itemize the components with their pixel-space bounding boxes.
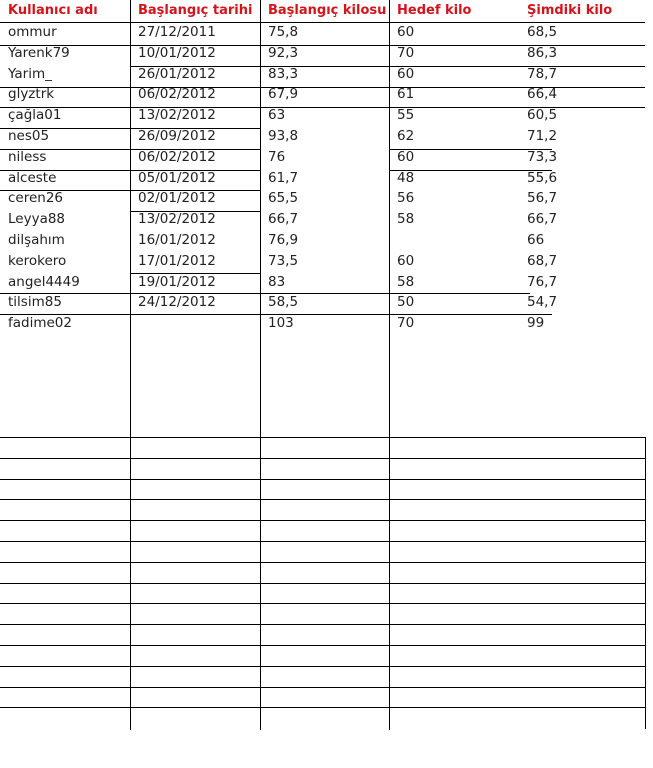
- empty-row-divider: [0, 541, 645, 542]
- empty-row-divider: [0, 707, 645, 708]
- col-start-weight-cell: 67,9: [268, 86, 299, 103]
- col-target-weight-cell: 60: [397, 252, 415, 269]
- col-current-weight-cell: 99: [527, 315, 545, 332]
- col-start-date-cell: 06/02/2012: [138, 148, 216, 165]
- col-start-date-cell: 13/02/2012: [138, 107, 216, 124]
- col-start-weight-cell: 92,3: [268, 44, 299, 61]
- col-username-cell: nes05: [8, 128, 50, 144]
- col-current-weight-cell: 66,4: [527, 86, 558, 103]
- column-divider: [389, 0, 390, 730]
- empty-row-divider: [0, 666, 645, 667]
- col-username-cell: tilsim85: [8, 294, 62, 311]
- col-target-weight-cell: 55: [397, 107, 415, 124]
- col-start-weight-cell: 83,3: [268, 65, 299, 82]
- col-start-weight-cell: 58,5: [268, 294, 299, 311]
- header-col-start-weight: Başlangıç kilosu: [268, 3, 387, 18]
- header-col-current-weight: Şimdiki kilo: [527, 3, 613, 18]
- table-right-border: [645, 437, 646, 729]
- empty-row-divider: [0, 583, 645, 584]
- col-start-weight-cell: 66,7: [268, 211, 299, 228]
- column-divider: [260, 0, 261, 730]
- col-target-weight-cell: 61: [397, 86, 415, 103]
- col-username-cell: ceren26: [8, 190, 64, 207]
- col-current-weight-cell: 60,5: [527, 107, 558, 124]
- col-username-cell: niless: [8, 148, 47, 165]
- col-start-date-cell: 10/01/2012: [138, 44, 216, 61]
- header-divider: [0, 22, 645, 23]
- col-current-weight-cell: 54,7: [527, 294, 558, 311]
- col-target-weight-cell: 70: [397, 315, 415, 332]
- col-start-weight-cell: 76: [268, 148, 286, 165]
- col-start-date-cell: 26/09/2012: [138, 128, 216, 144]
- col-current-weight-cell: 56,7: [527, 190, 558, 207]
- col-start-date-cell: 05/01/2012: [138, 169, 216, 186]
- col-start-date-cell: 02/01/2012: [138, 190, 216, 207]
- col-current-weight-cell: 68,7: [527, 252, 558, 269]
- col-username-cell: angel4449: [8, 273, 80, 290]
- col-current-weight-cell: 76,7: [527, 273, 558, 290]
- col-username-cell: dilşahım: [8, 232, 65, 248]
- col-current-weight-cell: 78,7: [527, 65, 558, 82]
- col-start-date-cell: 06/02/2012: [138, 86, 216, 103]
- col-target-weight-cell: 58: [397, 273, 415, 290]
- col-target-weight-cell: 70: [397, 44, 415, 61]
- col-username-cell: Yarenk79: [8, 44, 70, 61]
- col-start-weight-cell: 76,9: [268, 232, 299, 248]
- header-col-target-weight: Hedef kilo: [397, 3, 472, 18]
- col-current-weight-cell: 73,3: [527, 148, 558, 165]
- empty-row-divider: [0, 645, 645, 646]
- col-start-weight-cell: 61,7: [268, 169, 299, 186]
- col-username-cell: çağla01: [8, 107, 62, 124]
- col-start-date-cell: 16/01/2012: [138, 232, 216, 248]
- empty-row-divider: [0, 458, 645, 459]
- col-start-date-cell: 27/12/2011: [138, 24, 216, 40]
- col-target-weight-cell: 60: [397, 65, 415, 82]
- col-username-cell: ommur: [8, 24, 57, 40]
- col-current-weight-cell: 66,7: [527, 211, 558, 228]
- col-start-weight-cell: 103: [268, 315, 294, 332]
- empty-row-divider: [0, 520, 645, 521]
- col-current-weight-cell: 68,5: [527, 24, 558, 40]
- col-start-date-cell: 13/02/2012: [138, 211, 216, 228]
- col-start-date-cell: 17/01/2012: [138, 252, 216, 269]
- header-col-username: Kullanıcı adı: [8, 3, 98, 18]
- col-username-cell: Yarim_: [8, 65, 52, 82]
- col-current-weight-cell: 86,3: [527, 44, 558, 61]
- col-target-weight-cell: 60: [397, 148, 415, 165]
- col-current-weight-cell: 71,2: [527, 128, 558, 144]
- col-start-weight-cell: 65,5: [268, 190, 299, 207]
- col-start-date-cell: 26/01/2012: [138, 65, 216, 82]
- col-target-weight-cell: 56: [397, 190, 415, 207]
- col-target-weight-cell: 62: [397, 128, 415, 144]
- row-divider: [0, 293, 530, 294]
- col-start-weight-cell: 93,8: [268, 128, 299, 144]
- col-username-cell: glyztrk: [8, 86, 55, 103]
- col-username-cell: fadime02: [8, 315, 72, 332]
- col-start-weight-cell: 63: [268, 107, 286, 124]
- col-target-weight-cell: 60: [397, 24, 415, 40]
- col-target-weight-cell: 50: [397, 294, 415, 311]
- empty-row-divider: [0, 499, 645, 500]
- col-username-cell: Leyya88: [8, 211, 66, 228]
- col-username-cell: kerokero: [8, 252, 67, 269]
- col-start-date-cell: 19/01/2012: [138, 273, 216, 290]
- col-target-weight-cell: 58: [397, 211, 415, 228]
- col-target-weight-cell: 48: [397, 169, 415, 186]
- empty-row-divider: [0, 562, 645, 563]
- empty-row-divider: [0, 603, 645, 604]
- empty-row-divider: [0, 687, 645, 688]
- col-start-date-cell: 24/12/2012: [138, 294, 216, 311]
- col-current-weight-cell: 66: [527, 232, 545, 248]
- col-start-weight-cell: 75,8: [268, 24, 299, 40]
- empty-row-divider: [0, 624, 645, 625]
- empty-row-divider: [0, 479, 645, 480]
- col-username-cell: alceste: [8, 169, 57, 186]
- header-col-start-date: Başlangıç tarihi: [138, 3, 253, 18]
- empty-row-divider: [0, 437, 645, 438]
- col-start-weight-cell: 83: [268, 273, 286, 290]
- col-current-weight-cell: 55,6: [527, 169, 558, 186]
- col-start-weight-cell: 73,5: [268, 252, 299, 269]
- column-divider: [130, 0, 131, 730]
